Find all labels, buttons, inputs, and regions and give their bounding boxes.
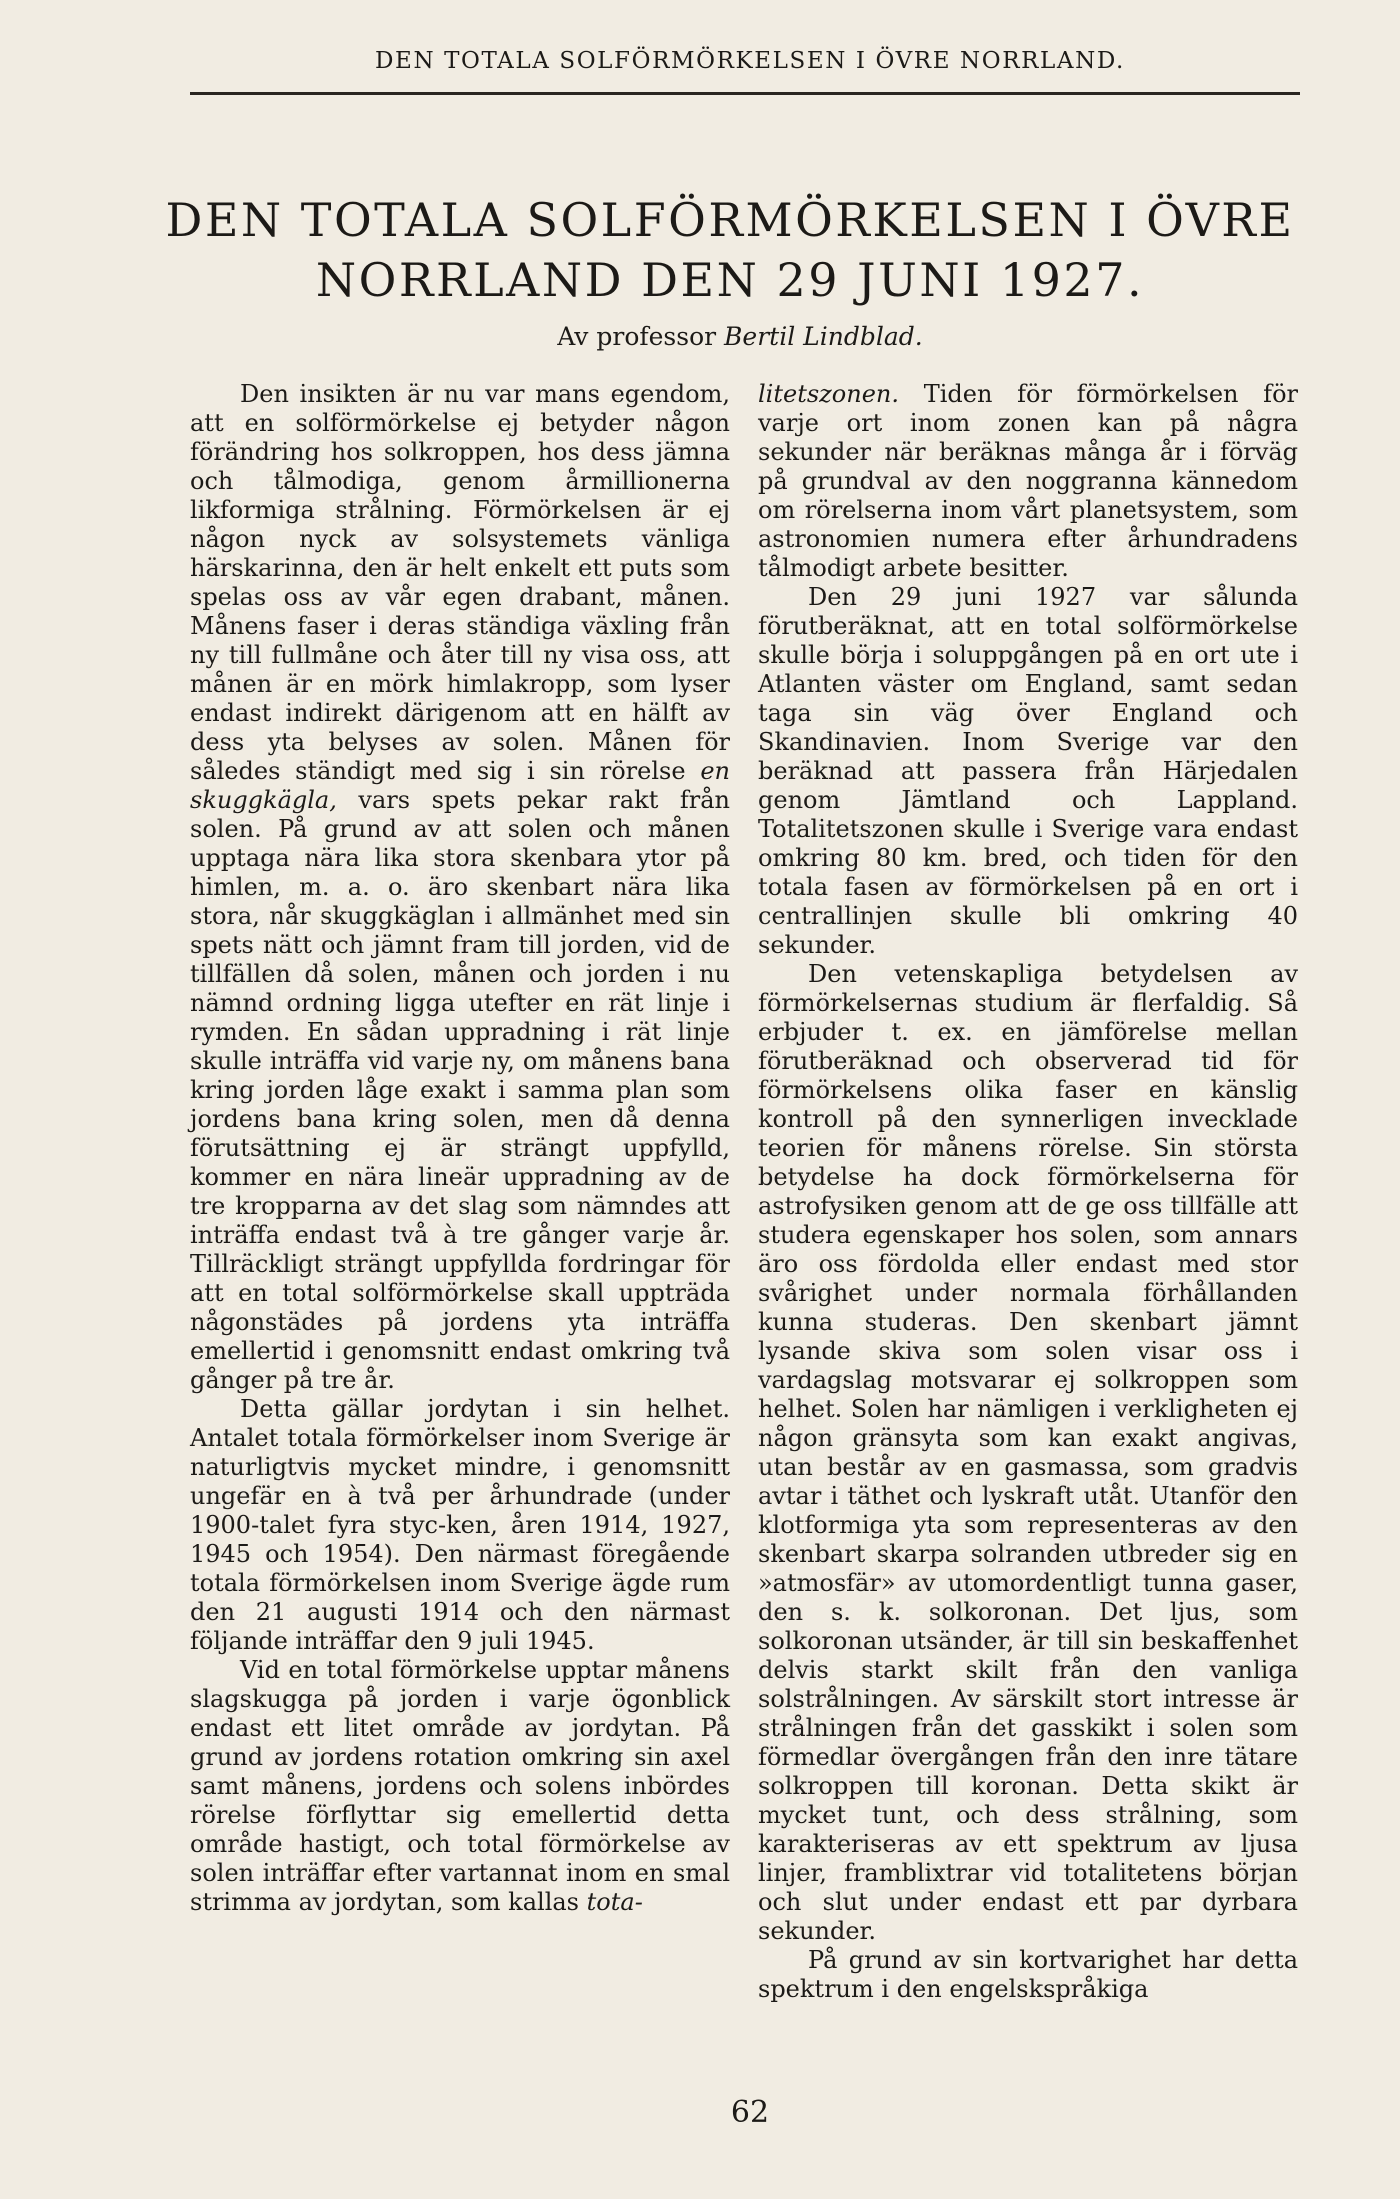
left-column [190,380,730,1917]
byline [190,322,1290,351]
byline-author: Bertil Lindblad. [724,322,923,351]
paragraph [190,380,730,1395]
paragraph [758,380,1298,583]
article-title [150,190,1310,310]
emphasis-text: litetszonen. [758,380,899,408]
title-line-2: NORRLAND DEN 29 JUNI 1927. [315,253,1145,307]
paragraph: Den vetenskapliga betydelsen av förmörkelsernas studium är flerfaldig. Så erbjuder t. ex. en jämförelse mellan förutberäknad och observerad tid för förmörkelsens olika faser en känslig kontroll på den synnerligen invecklade teorien för månens rörelse. Sin största betydelse ha dock förmörkelserna för astrofysiken genom att de ge oss tillfälle att studera egenskaper hos solen, som annars äro oss fördolda eller endast med stor svårighet under normala förhållanden kunna studeras. Den skenbart jämnt lysande skiva som solen visar oss i vardagslag motsvarar ej solkroppen som helhet. Solen har nämligen i verkligheten ej någon gränsyta som kan exakt angivas, utan består av en gasmassa, som gradvis avtar i täthet och lyskraft utåt. Utanför den klotformiga yta som representeras av den skenbart skarpa solranden utbreder sig en »atmosfär» av utomordentligt tunna gaser, den s. k. solkoronan. Det ljus, som solkoronan utsänder, är till sin beskaffenhet delvis starkt skilt från den vanliga solstrålningen. Av särskilt stort intresse är strålningen från det gasskikt i solen som förmedlar övergången från den inre tätare solkroppen till koronan. Detta skikt är mycket tunt, och dess strålning, som karakteriseras av ett spektrum av ljusa linjer, framblixtrar vid totalitetens början och slut under endast ett par dyrbara sekunder. [758,960,1298,1945]
header-rule [190,92,1300,95]
page-number: 62 [730,2095,770,2130]
paragraph: Den 29 juni 1927 var sålunda förutberäknat, att en total solförmörkelse skulle börja i soluppgången på en ort ute i Atlanten väster om England, samt sedan taga sin väg över England och Skandinavien. Inom Sverige var den beräknad att passera från Härjedalen genom Jämtland och Lappland. Totalitetszonen skulle i Sverige vara endast omkring 80 km. bred, och tiden för den totala fasen av förmörkelsen på en ort i centrallinjen skulle bli omkring 40 sekunder. [758,583,1298,959]
paragraph-text: vars spets pekar rakt från solen. På grund av att solen och månen upptaga nära lika stora skenbara ytor på himlen, m. a. o. äro skenbart nära lika stora, når skuggkäglan i allmänhet med sin spets nätt och jämnt fram till jorden, vid de tillfällen då solen, månen och jorden i nu nämnd ordning ligga utefter en rät linje i rymden. En sådan uppradning i rät linje skulle inträffa vid varje ny, om månens bana kring jorden låge exakt i samma plan som jordens bana kring solen, men då denna förutsättning ej är strängt uppfylld, kommer en nära lineär uppradning av de tre kropparna av det slag som nämndes att inträffa endast två à tre gånger varje år. Tillräckligt strängt uppfyllda fordringar för att en total solförmörkelse skall uppträda någonstädes på jordens yta inträffa emellertid i genomsnitt endast omkring två gånger på tre år. [190,786,730,1394]
emphasis-text: en skuggkägla, [190,757,730,814]
paragraph-text: Vid en total förmörkelse upptar månens slagskugga på jorden i varje ögonblick endast ett litet område av jordytan. På grund av jordens rotation omkring sin axel samt månens, jordens och solens inbördes rörelse förflyttar sig emellertid detta område hastigt, och total förmörkelse av solen inträffar efter vartannat inom en smal strimma av jordytan, som kallas [190,1656,730,1916]
paragraph [190,1656,730,1917]
paragraph: På grund av sin kortvarighet har detta spektrum i den engelskspråkiga [758,1946,1298,2003]
paragraph: Detta gällar jordytan i sin helhet. Antalet totala förmörkelser inom Sverige är naturligtvis mycket mindre, i genomsnitt ungefär en à två per århundrade (under 1900-talet fyra styc-ken, åren 1914, 1927, 1945 och 1954). Den närmast föregående totala förmörkelsen inom Sverige ägde rum den 21 augusti 1914 och den närmast följande inträffar den 9 juli 1945. [190,1395,730,1655]
byline-prefix: Av professor [557,322,717,351]
right-column [758,380,1298,2004]
running-head: DEN TOTALA SOLFÖRMÖRKELSEN I ÖVRE NORRLAND. [375,48,1125,74]
emphasis-text: tota- [586,1888,643,1916]
title-line-1: DEN TOTALA SOLFÖRMÖRKELSEN I ÖVRE [165,193,1295,247]
paragraph-text: Tiden för förmörkelsen för varje ort inom zonen kan på några sekunder när beräknas många år i förväg på grundval av den noggranna kännedom om rörelserna inom vårt planetsystem, som astronomien numera efter århundradens tålmodigt arbete besitter. [758,380,1298,582]
paragraph-text: Den insikten är nu var mans egendom, att en solförmörkelse ej betyder någon förändring hos solkroppen, hos dess jämna och tålmodiga, genom årmillionerna likformiga strålning. Förmörkelsen är ej någon nyck av solsystemets vänliga härskarinna, den är helt enkelt ett puts som spelas oss av vår egen drabant, månen. Månens faser i deras ständiga växling från ny till fullmåne och åter till ny visa oss, att månen är en mörk himlakropp, som lyser endast indirekt därigenom att en hälft av dess yta belyses av solen. Månen för således ständigt med sig i sin rörelse [190,380,730,785]
